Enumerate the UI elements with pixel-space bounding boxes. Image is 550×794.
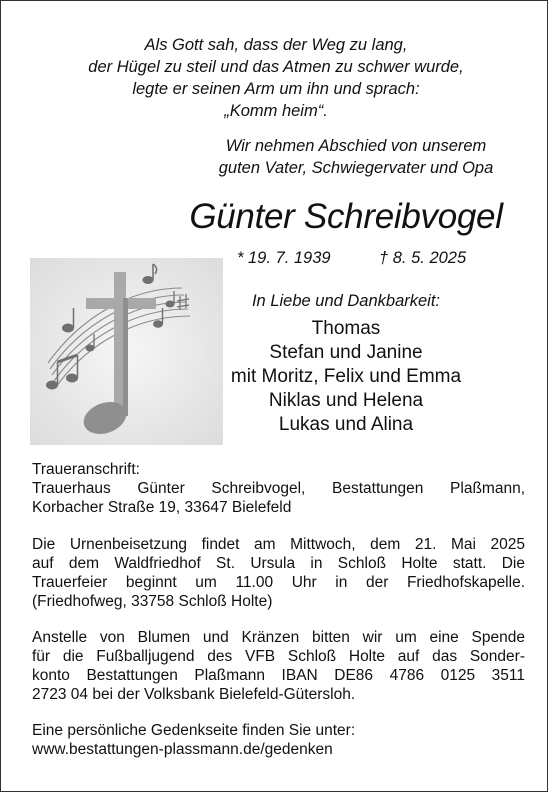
burial-line: Die Urnenbeisetzung findet am Mittwoch, dem 21. Mai 2025 (32, 536, 525, 553)
donation-info (32, 628, 525, 704)
mourner-name: mit Moritz, Felix und Emma (230, 366, 462, 387)
address-line: Trauerhaus Günter Schreibvogel, Bestattungen Plaßmann, (32, 480, 525, 497)
death-date: † 8. 5. 2025 (379, 249, 467, 267)
farewell-line: guten Vater, Schwiegervater und Opa (218, 159, 494, 177)
memorial-page-info (32, 721, 525, 759)
mourning-address (32, 460, 525, 517)
mourners-intro: In Liebe und Dankbarkeit: (251, 292, 441, 310)
mourner-name: Thomas (311, 318, 381, 339)
burial-info (32, 535, 525, 611)
poem (61, 34, 491, 122)
donation-line: für die Fußballjugend des VFB Schloß Holte auf das Sonder- (32, 648, 525, 665)
memorial-page-link[interactable]: www.bestattungen-plassmann.de/gedenken (32, 741, 333, 758)
poem-line: „Komm heim“. (224, 102, 328, 120)
farewell-line: Wir nehmen Abschied von unserem (225, 137, 487, 155)
poem-line: legte er seinen Arm um ihn und sprach: (132, 80, 420, 98)
mourner-name: Stefan und Janine (269, 342, 423, 363)
address-line: Korbacher Straße 19, 33647 Bielefeld (32, 499, 292, 516)
poem-line: Als Gott sah, dass der Weg zu lang, (144, 36, 408, 54)
address-heading: Traueranschrift: (32, 461, 140, 478)
burial-line: (Friedhofweg, 33758 Schloß Holte) (32, 593, 273, 610)
burial-line: auf dem Waldfriedhof St. Ursula in Schloß Holte statt. Die (32, 555, 525, 572)
mourners-list (191, 317, 501, 437)
farewell-text (161, 135, 550, 179)
poem-line: der Hügel zu steil und das Atmen zu schwer wurde, (88, 58, 464, 76)
donation-line: 2723 04 bei der Volksbank Bielefeld-Gütersloh. (32, 686, 356, 703)
memorial-page-text: Eine persönliche Gedenkseite finden Sie unter: (32, 722, 356, 739)
deceased-name: Günter Schreibvogel (189, 197, 503, 236)
birth-date: * 19. 7. 1939 (237, 249, 331, 267)
burial-line: Trauerfeier beginnt um 11.00 Uhr in der Friedhofskapelle. (32, 574, 525, 591)
mourner-name: Niklas und Helena (268, 390, 424, 411)
mourner-name: Lukas und Alina (278, 414, 414, 435)
donation-line: konto Bestattungen Plaßmann IBAN DE86 4786 0125 3511 (32, 667, 525, 684)
donation-line: Anstelle von Blumen und Kränzen bitten wir um eine Spende (32, 629, 525, 646)
